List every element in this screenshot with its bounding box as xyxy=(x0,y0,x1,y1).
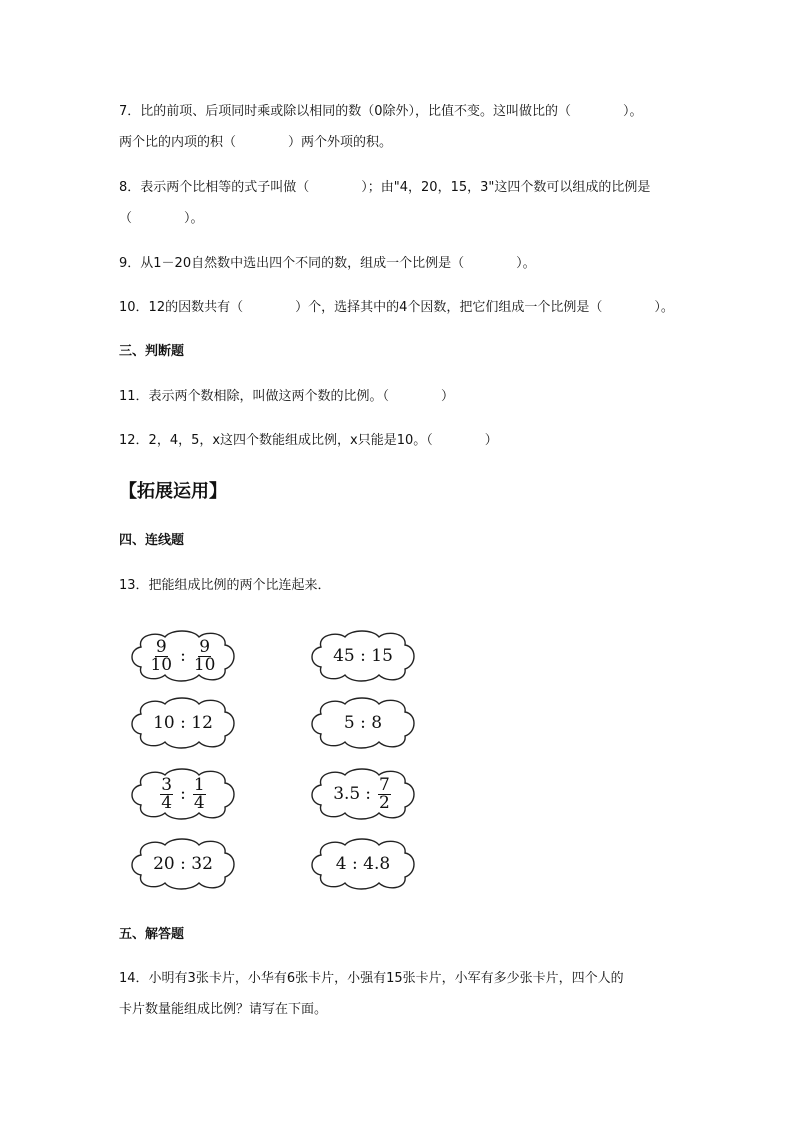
question-13: 13．把能组成比例的两个比连起来． xyxy=(119,578,331,593)
question-11: 11．表示两个数相除，叫做这两个数的比例。（ ） xyxy=(119,389,455,404)
cloud-left-4[interactable] xyxy=(127,835,239,893)
ratio-expression: 45 : 15 xyxy=(333,646,393,666)
question-9: 9．从1－20自然数中选出四个不同的数，组成一个比例是（ ）。 xyxy=(119,256,536,271)
fraction: $\frac{7}{2}$ xyxy=(378,774,390,813)
cloud-right-2[interactable] xyxy=(307,694,419,752)
fraction: $\frac{9}{10}$ xyxy=(193,636,216,675)
extension-heading: 【拓展运用】 xyxy=(119,481,227,502)
section-3-heading: 三、判断题 xyxy=(119,344,185,359)
fraction: $\frac{3}{4}$ xyxy=(161,774,173,813)
question-12: 12．2，4，5，x这四个数能组成比例，x只能是10。（ ） xyxy=(119,433,498,448)
question-7-line-2: 两个比的内项的积（ ）两个外项的积。 xyxy=(119,135,393,150)
section-5-heading: 五、解答题 xyxy=(119,927,185,942)
question-14-line-1: 14．小明有3张卡片，小华有6张卡片，小强有15张卡片，小军有多少张卡片，四个人的 xyxy=(119,971,624,986)
fraction: $\frac{1}{4}$ xyxy=(193,774,205,813)
question-8-line-1: 8．表示两个比相等的式子叫做（ ）；由"4，20，15，3"这四个数可以组成的比例是 xyxy=(119,180,651,195)
ratio-expression: $\frac{3}{4}$ : $\frac{1}{4}$ xyxy=(161,774,205,813)
section-4-heading: 四、连线题 xyxy=(119,533,185,548)
cloud-right-4[interactable] xyxy=(307,835,419,893)
question-10: 10．12的因数共有（ ）个，选择其中的4个因数，把它们组成一个比例是（ ）。 xyxy=(119,300,674,315)
cloud-left-2[interactable] xyxy=(127,694,239,752)
question-7-line-1: 7．比的前项、后项同时乘或除以相同的数（0除外），比值不变。这叫做比的（ ）。 xyxy=(119,104,643,119)
ratio-expression: 3.5 : $\frac{7}{2}$ xyxy=(333,774,390,813)
cloud-right-3[interactable] xyxy=(307,765,419,823)
ratio-expression: $\frac{9}{10}$ : $\frac{9}{10}$ xyxy=(150,636,216,675)
question-8-line-2: （ ）。 xyxy=(119,211,204,226)
ratio-expression: 4 : 4.8 xyxy=(335,854,391,874)
cloud-left-3[interactable] xyxy=(127,765,239,823)
ratio-expression: 10 : 12 xyxy=(153,713,213,733)
cloud-left-1[interactable] xyxy=(127,627,239,685)
cloud-right-1[interactable] xyxy=(307,627,419,685)
ratio-expression: 20 : 32 xyxy=(153,854,213,874)
question-14-line-2: 卡片数量能组成比例？请写在下面。 xyxy=(119,1002,328,1017)
ratio-expression: 5 : 8 xyxy=(343,713,383,733)
fraction: $\frac{9}{10}$ xyxy=(150,636,173,675)
